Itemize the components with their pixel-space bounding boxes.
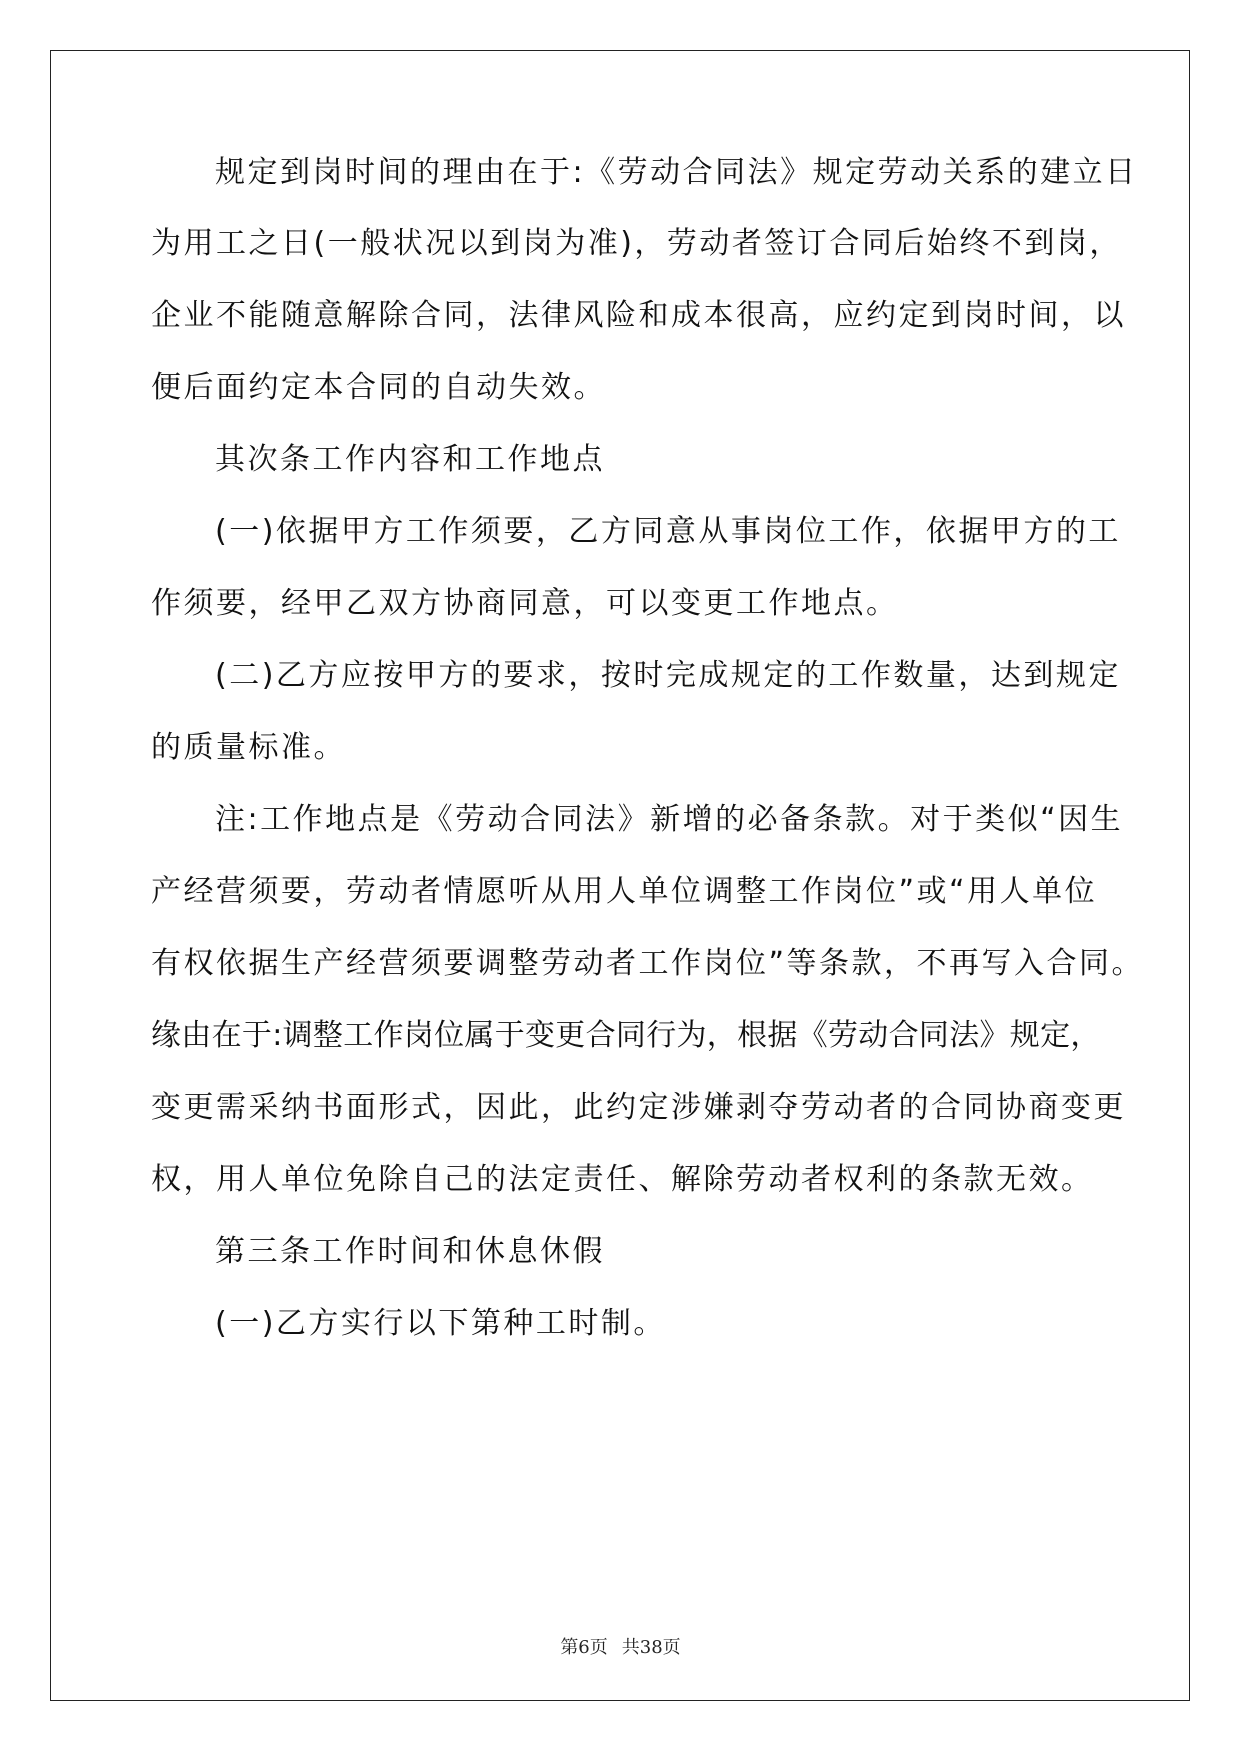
paragraph-line: 注:工作地点是《劳动合同法》新增的必备条款。对于类似“因生 bbox=[215, 802, 1124, 837]
paragraph-line: 有权依据生产经营须要调整劳动者工作岗位”等条款，不再写入合同。 bbox=[151, 946, 1145, 981]
paragraph-line: 权，用人单位免除自己的法定责任、解除劳动者权利的条款无效。 bbox=[151, 1162, 1094, 1197]
paragraph-line: 便后面约定本合同的自动失效。 bbox=[151, 370, 606, 405]
paragraph-line: 为用工之日(一般状况以到岗为准)，劳动者签订合同后始终不到岗， bbox=[151, 226, 1122, 261]
paragraph-line: 企业不能随意解除合同，法律风险和成本很高，应约定到岗时间，以 bbox=[151, 298, 1126, 333]
paragraph-line: (一)依据甲方工作须要，乙方同意从事岗位工作，依据甲方的工 bbox=[215, 514, 1121, 549]
paragraph-line: 规定到岗时间的理由在于:《劳动合同法》规定劳动关系的建立日 bbox=[215, 155, 1138, 190]
section-heading: 其次条工作内容和工作地点 bbox=[215, 442, 605, 477]
page-number: 第6页 bbox=[560, 1637, 608, 1658]
section-heading: 第三条工作时间和休息休假 bbox=[215, 1234, 605, 1269]
page-footer bbox=[0, 1636, 1241, 1660]
paragraph-line: 产经营须要，劳动者情愿听从用人单位调整工作岗位”或“用人单位 bbox=[151, 874, 1098, 909]
page-total: 共38页 bbox=[621, 1637, 681, 1658]
paragraph-line: (二)乙方应按甲方的要求，按时完成规定的工作数量，达到规定 bbox=[215, 658, 1121, 693]
paragraph-line: 变更需采纳书面形式，因此，此约定涉嫌剥夺劳动者的合同协商变更 bbox=[151, 1090, 1126, 1125]
paragraph-line: 缘由在于:调整工作岗位属于变更合同行为，根据《劳动合同法》规定， bbox=[151, 1018, 1101, 1053]
paragraph-line: 作须要，经甲乙双方协商同意，可以变更工作地点。 bbox=[151, 586, 899, 621]
paragraph-line: (一)乙方实行以下第种工时制。 bbox=[215, 1306, 666, 1341]
paragraph-line: 的质量标准。 bbox=[151, 730, 346, 765]
